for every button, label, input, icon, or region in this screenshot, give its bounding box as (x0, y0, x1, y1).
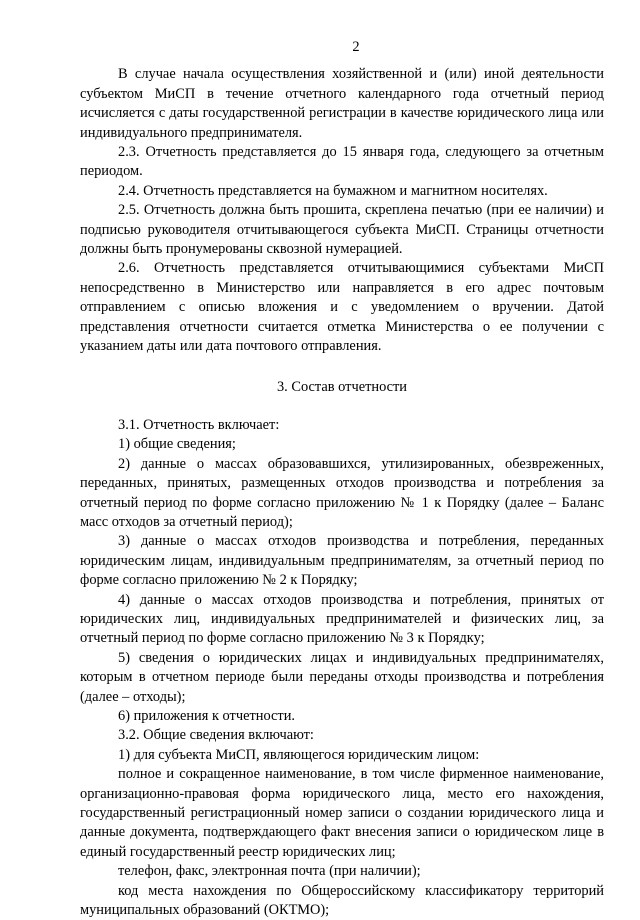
list-item: 6) приложения к отчетности. (118, 708, 295, 724)
paragraph-2-6: 2.6. Отчетность представляется отчитывающимися субъектами МиСП непосредственно в Министерство или направляется в его адрес почтовым отправлением с описью вложения и с уведомлением о вручении. Датой представления отчетности считается отметка Министерства о ее получении с указанием даты или дата почтового отправления. (80, 260, 604, 355)
paragraph-2-3: 2.3. Отчетность представляется до 15 января года, следующего за отчетным периодом. (80, 144, 604, 180)
paragraph: код места нахождения по Общероссийскому классификатору территорий муниципальных образований (ОКТМО); (80, 882, 604, 919)
paragraph-2-5: 2.5. Отчетность должна быть прошита, скреплена печатью (при ее наличии) и подписью руководителя отчитывающегося субъекта МиСП. Страницы отчетности должны быть пронумерованы сквозной нумерацией. (80, 202, 604, 258)
paragraph-2-4: 2.4. Отчетность представляется на бумажном и магнитном носителях. (118, 182, 548, 199)
list-item: 1) для субъекта МиСП, являющегося юридическим лицом: (118, 746, 480, 763)
page-number: 2 (352, 39, 360, 55)
list-item: 5) сведения о юридических лицах и индивидуальных предпринимателях, которым в отчетном периоде были переданы отходы производства и потребления (далее – отходы); (80, 649, 604, 705)
paragraph: полное и сокращенное наименование, в том числе фирменное наименование, организационно-правовая форма юридического лица, место его нахождения, государственный регистрационный номер записи о создании юридического лица и данные документа, подтверждающего факт внесения записи о юридическом лице в единый государственный реестр юридических лиц; (80, 766, 604, 860)
paragraph-3-1: 3.1. Отчетность включает: (118, 416, 280, 433)
paragraph-3-2: 3.2. Общие сведения включают: (118, 727, 314, 744)
section-heading: 3. Состав отчетности (276, 378, 407, 395)
list-item: 2) данные о массах образовавшихся, утилизированных, обезвреженных, переданных, принятых, размещенных отходов производства и потребления за отчетный период по форме согласно приложению № 1 к Порядку (далее – Баланс масс отходов за отчетный период); (80, 455, 604, 530)
paragraph: В случае начала осуществления хозяйственной и (или) иной деятельности субъектом МиСП в течение отчетного календарного года отчетный период исчисляется с даты государственной регистрации в качестве юридического лица или индивидуального предпринимателя. (80, 66, 604, 141)
list-item: 1) общие сведения; (118, 436, 236, 453)
list-item: 4) данные о массах отходов производства и потребления, принятых от юридических лиц, индивидуальных предпринимателей и физических лиц, за отчетный период по форме согласно приложению № 3 к Порядку; (80, 591, 604, 647)
paragraph: телефон, факс, электронная почта (при наличии); (118, 863, 421, 880)
list-item: 3) данные о массах отходов производства и потребления, переданных юридическим лицам, индивидуальным предпринимателям, за отчетный период по форме согласно приложению № 2 к Порядку; (80, 533, 604, 589)
